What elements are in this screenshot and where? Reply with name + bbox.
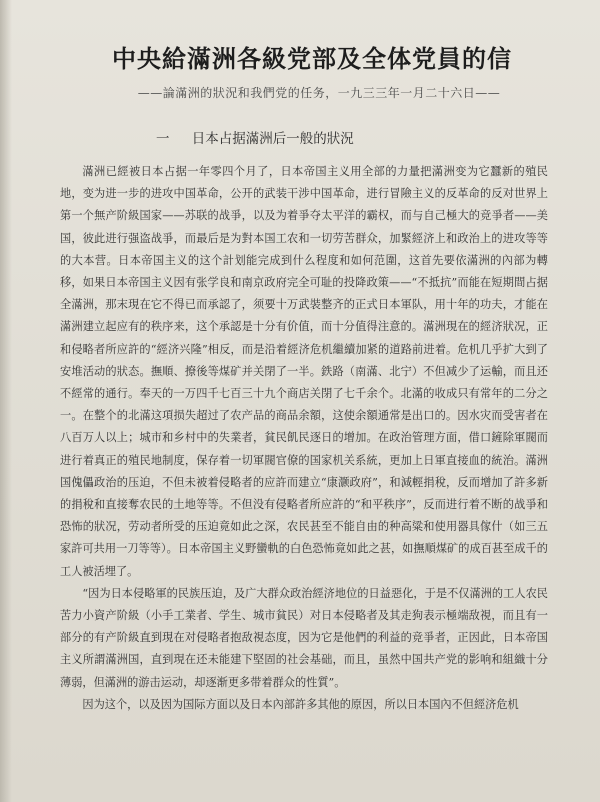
document-title: 中央給滿洲各級党部及全体党員的信: [112, 45, 512, 73]
section-number: 一: [156, 131, 170, 147]
page-spine-shadow: [0, 0, 12, 802]
paragraph: 滿洲已經被日本占据一年零四个月了，日本帝国主义用全部的力量把滿洲变为它蠶新的殖民地，变为进一步的进攻中国革命，公开的武装干涉中国革命，进行冒險主义的反革命的反对世界上第一个無产阶級国家——苏联的战爭，以及为着爭夺太平洋的霸权，而与自己極大的竞爭者——美国，彼此进行强盗战爭，而最后是为對本国工农和一切劳苦群众，加緊經济上和政治上的进攻等等的大本营。日本帝国主义的这个計划能完成到什么程度和如何范圍，这首先要依滿洲的內部为轉移，如果日本帝国主义因有张学良和南京政府完全可耻的投降政策——“不抵抗”而能在短期間占据全滿洲，那末現在它不得已而承認了，须要十万武裝整齐的正式日本軍队，用十年的功夫，才能在滿洲建立起应有的秩序来，这个承認是十分有价值，而十分值得注意的。滿洲現在的經济狀况，正和侵略者所应許的“經济兴隆”相反，而是沿着經济危机繼續加紧的道路前进着。危机几乎扩大到了安堆活动的狀态。撫順、撩後等煤矿并关閉了一半。鉄路（南滿、北宁）不但减少了运輸，而且还不經常的通行。奉天的一万四千七百三十九个商店关閉了七千余个。北滿的收成只有常年的二分之一。在整个的北滿这項损失超过了农产品的商品余額，这使余額通常是出口的。因水灾而受害者在八百万人以上；城市和乡村中的失業者，貧民飢民逐日的增加。在政治管理方面，借口鏟除軍閥而进行着真正的殖民地制度，保存着一切軍閥官僚的国家机关系統，更加上日軍直接血的統治。滿洲国傀儡政治的压迫，不但未被着侵略者的应許而建立“康灏政府”，和減輕捐稅，反而增加了許多新的捐稅和直接奪农民的土地等等。不但没有侵略者所应許的“和平秩序”，反而进行着不断的战爭和恐怖的狀况，劳动者所受的压迫竟如此之深，农民甚至不能自由的种高粱和使用器具傢什（如三五家許可共用一刀等等）。日本帝国主义野蠻軌的白色恐怖竟如此之甚，如撫順煤矿的成百甚至成千的工人被活埋了。: [60, 165, 548, 578]
section-heading-text: 日本占据滿洲后一般的狀況: [191, 131, 354, 147]
document-subtitle: ——論滿洲的狀況和我們党的任务，一九三三年一月二十六日——: [137, 86, 501, 100]
body-text: [60, 161, 548, 716]
paragraph: 因为这个，以及因为国际方面以及日本內部許多其他的原因，所以日本国內不但經济危机: [82, 697, 519, 711]
section-heading: [156, 127, 548, 147]
paragraph-quote: “因为日本侵略軍的民族压迫，及广大群众政治經济地位的日益惡化，于是不仅滿洲的工人农民苦力小資产阶級（小手工業者、学生、城市貧民）对日本侵略者及其走狗表示極端敌視，而且有一部分的有产阶級直到現在对侵略者抱敌視态度，因为它是他們的利益的竞爭者，正因此，日本帝国主义所謂滿洲国，直到現在还未能建下堅固的社会基础，而且，虽然中国共产党的影响和組織十分薄弱，但滿洲的游击运动，却逐渐更多带着群众的性質”。: [60, 586, 548, 689]
